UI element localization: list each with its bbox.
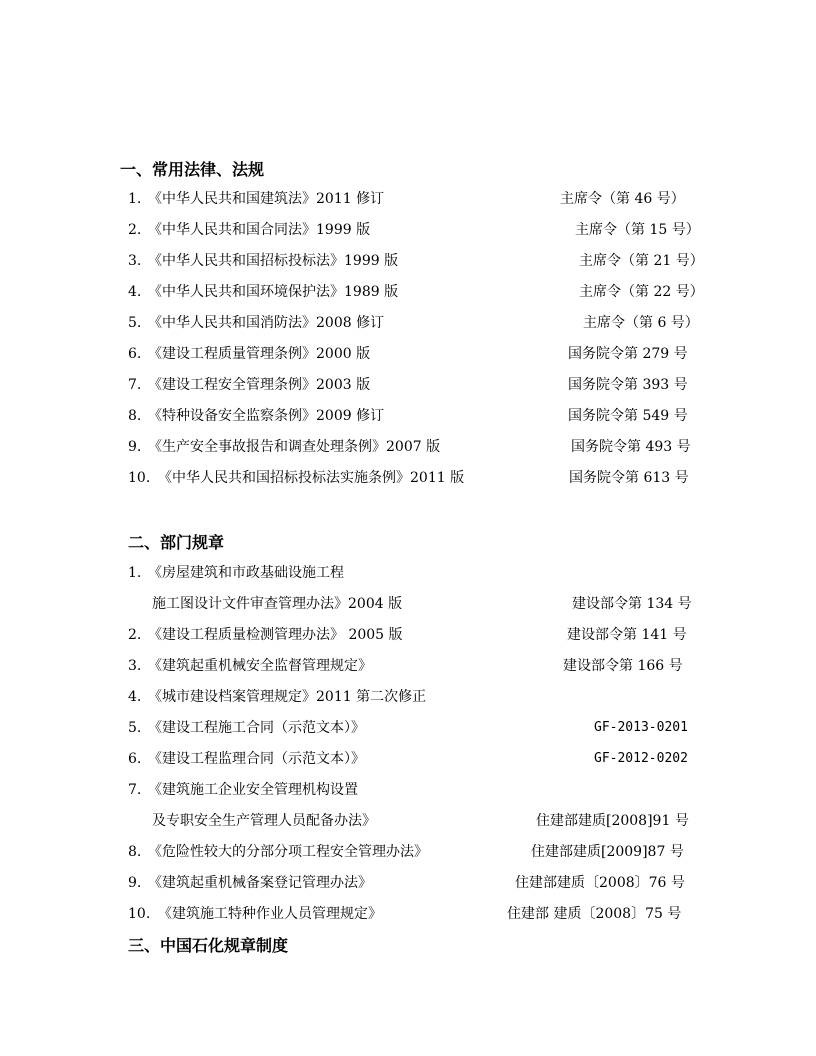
item-code: GF-2012-0202 [594, 751, 688, 766]
list-item [0, 717, 816, 739]
item-title: 《房屋建筑和市政基础设施工程 [148, 565, 344, 581]
item-number: 2. [128, 222, 142, 238]
item-number: 1. [128, 191, 142, 207]
item-code: 主席令（第 46 号） [560, 191, 685, 207]
item-title: 《中华人民共和国合同法》1999 版 [148, 222, 371, 238]
list-item [0, 841, 816, 863]
item-code: 国务院令第 549 号 [568, 408, 688, 424]
item-code: 建设部令第 166 号 [563, 658, 683, 674]
item-title: 《特种设备安全监察条例》2009 修订 [148, 408, 385, 424]
item-number: 6. [128, 346, 142, 362]
item-code: 国务院令第 493 号 [571, 439, 691, 455]
item-title: 《建设工程监理合同（示范文本）》 [148, 751, 365, 767]
list-item [0, 872, 816, 894]
item-number: 10. [128, 470, 151, 486]
item-number: 7. [128, 782, 142, 798]
item-title: 《建设工程质量管理条例》2000 版 [148, 346, 371, 362]
item-number: 3. [128, 658, 142, 674]
item-title: 施工图设计文件审查管理办法》2004 版 [152, 596, 403, 612]
list-item [0, 624, 816, 646]
item-title: 《建设工程安全管理条例》2003 版 [148, 377, 371, 393]
item-code: 国务院令第 279 号 [568, 346, 688, 362]
list-item [0, 281, 816, 303]
item-title: 《危险性较大的分部分项工程安全管理办法》 [148, 844, 428, 860]
item-code: 住建部建质[2008]91 号 [536, 813, 689, 829]
list-item [0, 467, 816, 489]
item-title: 《中华人民共和国招标投标法实施条例》2011 版 [158, 470, 465, 486]
list-item [0, 810, 816, 832]
item-number: 9. [128, 875, 142, 891]
item-title: 《中华人民共和国建筑法》2011 修订 [148, 191, 385, 207]
item-number: 6. [128, 751, 142, 767]
item-number: 9. [128, 439, 142, 455]
item-title: 《中华人民共和国招标投标法》1999 版 [148, 253, 399, 269]
item-code: 国务院令第 393 号 [568, 377, 688, 393]
item-code: 建设部令第 134 号 [572, 596, 692, 612]
list-item [0, 436, 816, 458]
item-number: 5. [128, 720, 142, 736]
item-title: 《建筑施工企业安全管理机构设置 [148, 782, 358, 798]
item-title: 《建筑起重机械安全监督管理规定》 [148, 658, 372, 674]
item-number: 8. [128, 844, 142, 860]
item-code: 住建部 建质〔2008〕75 号 [507, 906, 682, 922]
list-item [0, 562, 816, 584]
item-code: 主席令（第 21 号） [579, 253, 704, 269]
list-item [0, 748, 816, 770]
section-heading: 三、中国石化规章制度 [128, 936, 289, 955]
item-code: 主席令（第 15 号） [575, 222, 700, 238]
list-item [0, 343, 816, 365]
item-title: 《建筑起重机械备案登记管理办法》 [148, 875, 372, 891]
item-number: 1. [128, 565, 142, 581]
item-number: 10. [128, 906, 151, 922]
list-item [0, 374, 816, 396]
list-item [0, 188, 816, 210]
item-number: 5. [128, 315, 142, 331]
item-number: 4. [128, 689, 142, 705]
item-code: 建设部令第 141 号 [567, 627, 687, 643]
item-title: 《中华人民共和国环境保护法》1989 版 [148, 284, 399, 300]
item-code: 主席令（第 22 号） [579, 284, 704, 300]
section-heading: 一、常用法律、法规 [120, 160, 265, 179]
item-code: GF-2013-0201 [594, 720, 688, 735]
item-title: 《中华人民共和国消防法》2008 修订 [148, 315, 385, 331]
item-title: 《生产安全事故报告和调查处理条例》2007 版 [148, 439, 441, 455]
section-heading: 二、部门规章 [128, 533, 225, 552]
item-number: 4. [128, 284, 142, 300]
list-item [0, 593, 816, 615]
list-item [0, 903, 816, 925]
item-code: 主席令（第 6 号） [583, 315, 699, 331]
list-item [0, 686, 816, 708]
list-item [0, 312, 816, 334]
item-title: 《建设工程施工合同（示范文本）》 [148, 720, 365, 736]
list-item [0, 219, 816, 241]
item-code: 国务院令第 613 号 [569, 470, 689, 486]
item-title: 《建筑施工特种作业人员管理规定》 [158, 906, 382, 922]
list-item [0, 405, 816, 427]
item-code: 住建部建质[2009]87 号 [531, 844, 684, 860]
item-title: 及专职安全生产管理人员配备办法》 [152, 813, 376, 829]
item-title: 《城市建设档案管理规定》2011 第二次修正 [148, 689, 427, 705]
item-title: 《建设工程质量检测管理办法》 2005 版 [148, 627, 403, 643]
item-number: 7. [128, 377, 142, 393]
item-code: 住建部建质〔2008〕76 号 [515, 875, 685, 891]
item-number: 3. [128, 253, 142, 269]
item-number: 2. [128, 627, 142, 643]
list-item [0, 250, 816, 272]
list-item [0, 655, 816, 677]
item-number: 8. [128, 408, 142, 424]
list-item [0, 779, 816, 801]
